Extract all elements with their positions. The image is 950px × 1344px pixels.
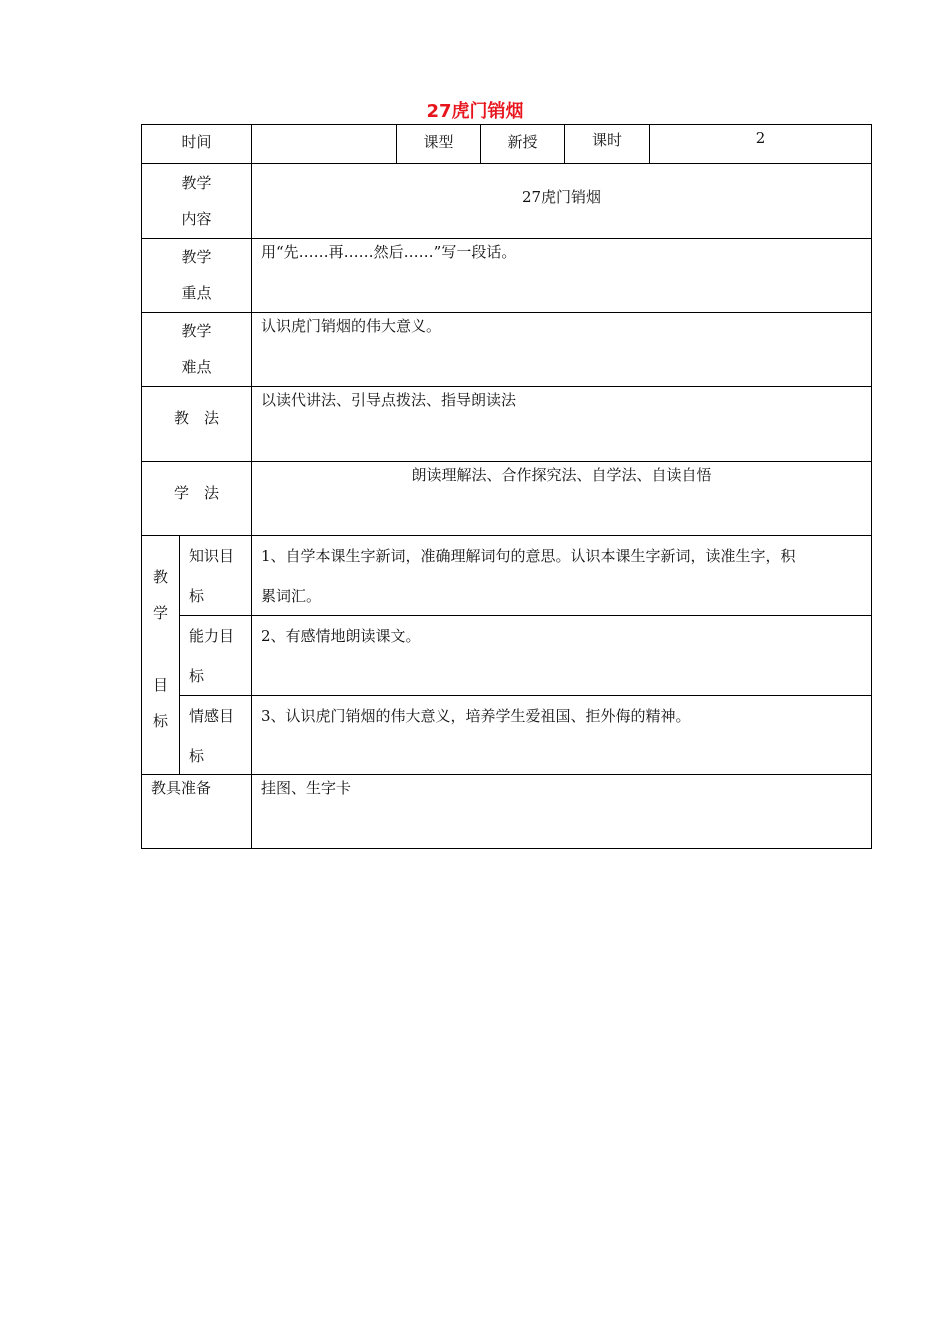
objective-ability (180, 615, 871, 695)
objectives-group-char-4: 标 (152, 712, 168, 730)
teaching-method-value: 以读代讲法、引导点拨法、指导朗读法 (251, 387, 871, 461)
type-label: 课型 (396, 125, 480, 163)
objective-ability-label-line1: 能力目 (189, 627, 235, 645)
period-label: 课时 (564, 125, 649, 163)
teaching-method-label: 教 法 (173, 409, 219, 427)
objective-knowledge-label (180, 536, 251, 616)
objective-emotion (180, 695, 871, 775)
content-value: 27虎门销烟 (251, 164, 871, 238)
difficulties-label-line1: 教学 (181, 322, 212, 340)
objective-knowledge-label-line1: 知识目 (189, 547, 235, 565)
type-value: 新授 (480, 125, 564, 163)
key-points-label-line2: 重点 (181, 284, 212, 302)
teaching-method-row (142, 386, 871, 461)
objective-knowledge-text (251, 536, 871, 615)
learning-method-value: 朗读理解法、合作探究法、自学法、自读自悟 (251, 462, 871, 535)
materials-value: 挂图、生字卡 (251, 775, 871, 848)
content-row (142, 163, 871, 238)
objective-ability-label (180, 616, 251, 696)
page-title: 27虎门销烟 (426, 101, 524, 122)
objective-knowledge-line2: 累词汇。 (261, 587, 322, 605)
objective-emotion-line1: 3、认识虎门销烟的伟大意义，培养学生爱祖国、拒外侮的精神。 (261, 707, 691, 725)
objectives-group-char-3: 目 (152, 676, 168, 694)
key-points-label (142, 239, 251, 312)
time-value (251, 125, 396, 163)
header-row (142, 125, 871, 163)
lesson-plan-table (141, 124, 872, 849)
content-label (142, 164, 251, 238)
materials-label: 教具准备 (151, 779, 212, 797)
objective-emotion-label (180, 696, 251, 776)
objective-emotion-text (251, 696, 871, 775)
objective-emotion-label-line2: 标 (189, 747, 205, 765)
key-points-row (142, 238, 871, 312)
time-label: 时间 (181, 133, 212, 151)
objective-ability-line1: 2、有感情地朗读课文。 (261, 627, 421, 645)
difficulties-label (142, 313, 251, 386)
period-value: 2 (649, 125, 871, 163)
content-label-line2: 内容 (181, 210, 212, 228)
objective-ability-label-line2: 标 (189, 667, 205, 685)
objective-ability-text (251, 616, 871, 695)
objectives-group-char-1: 教 (152, 568, 168, 586)
content-label-line1: 教学 (181, 174, 212, 192)
objective-knowledge (180, 536, 871, 615)
difficulties-label-line2: 难点 (181, 358, 212, 376)
objectives-group-label (142, 536, 179, 774)
objective-knowledge-line1: 1、自学本课生字新词，准确理解词句的意思。认识本课生字新词，读准生字，积 (261, 547, 796, 565)
materials-row (142, 774, 871, 848)
objective-knowledge-label-line2: 标 (189, 587, 205, 605)
learning-method-row (142, 461, 871, 535)
objectives-row (142, 535, 871, 774)
key-points-label-line1: 教学 (181, 248, 212, 266)
key-points-value: 用“先……再……然后……”写一段话。 (251, 239, 871, 312)
objectives-items (179, 536, 871, 774)
difficulties-row (142, 312, 871, 386)
objective-emotion-label-line1: 情感目 (189, 707, 235, 725)
learning-method-label: 学 法 (173, 484, 219, 502)
objectives-group-char-2: 学 (152, 604, 168, 622)
difficulties-value: 认识虎门销烟的伟大意义。 (251, 313, 871, 386)
